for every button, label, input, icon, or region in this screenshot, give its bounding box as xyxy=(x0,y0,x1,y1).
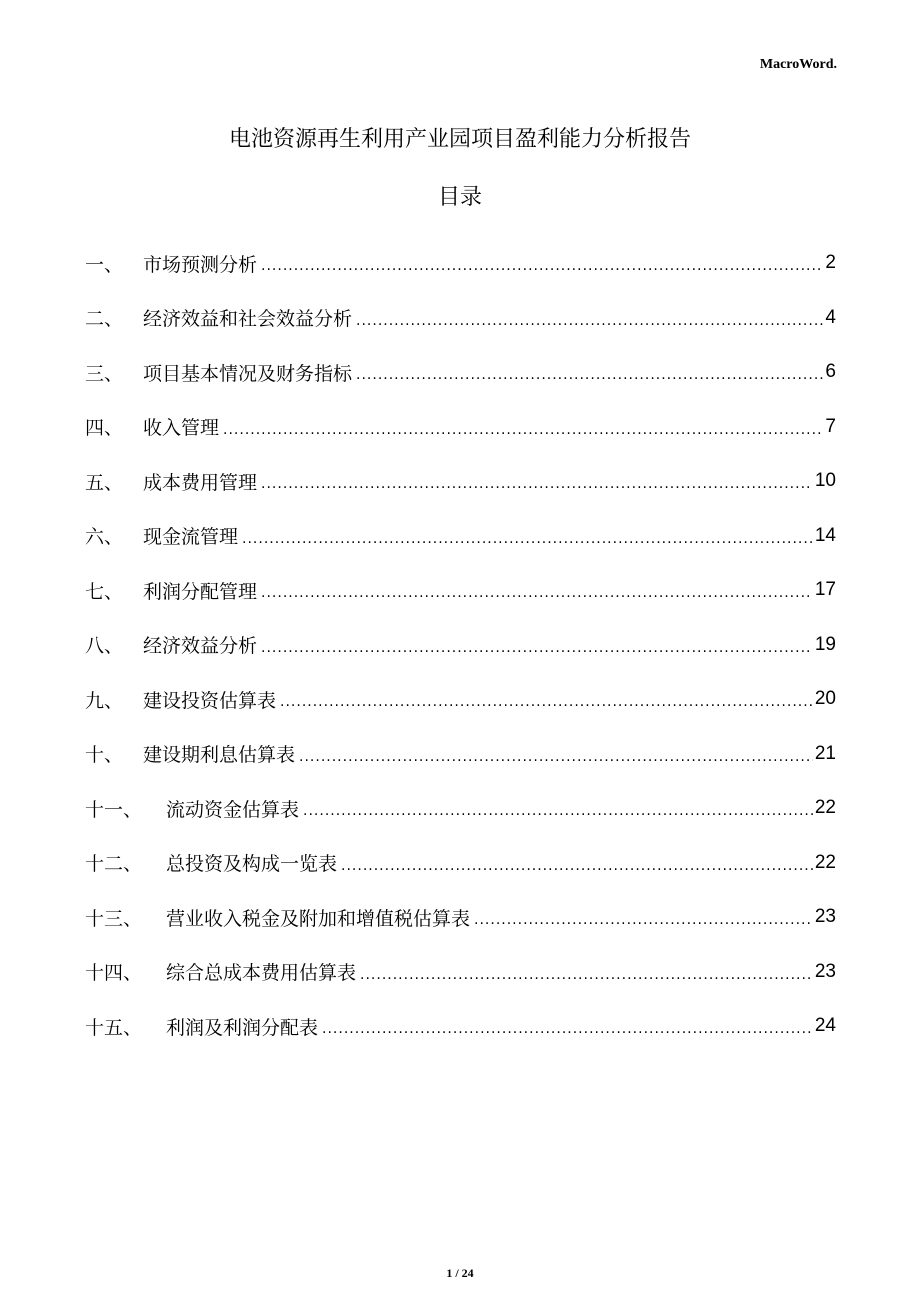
dot-leader xyxy=(356,313,823,329)
toc-entry-label[interactable]: 现金流管理 xyxy=(143,526,239,549)
toc-entry-number: 九、 xyxy=(85,689,124,712)
dot-leader xyxy=(474,912,813,928)
dot-leader xyxy=(223,422,823,438)
toc-entry[interactable] xyxy=(85,618,836,673)
toc-entry-number: 十三、 xyxy=(85,907,143,930)
toc-entry[interactable] xyxy=(85,563,836,618)
dot-leader xyxy=(280,694,813,710)
toc-entry-number: 二、 xyxy=(85,308,124,331)
toc-entry-page[interactable]: 22 xyxy=(814,797,836,819)
dot-leader xyxy=(299,749,813,765)
dot-leader xyxy=(242,531,813,547)
toc-entry-page[interactable]: 21 xyxy=(814,742,836,764)
toc-entry-number: 五、 xyxy=(85,471,124,494)
toc-entry-label[interactable]: 建设投资估算表 xyxy=(143,689,277,712)
toc-entry-page[interactable]: 10 xyxy=(814,470,836,492)
toc-entry-number: 十一、 xyxy=(85,798,143,821)
toc-entry[interactable] xyxy=(85,345,836,400)
dot-leader xyxy=(261,258,823,274)
toc-entry-label[interactable]: 建设期利息估算表 xyxy=(143,744,296,767)
toc-entry[interactable] xyxy=(85,999,836,1054)
toc-entry-number: 三、 xyxy=(85,362,124,385)
toc-entry[interactable] xyxy=(85,945,836,1000)
toc-entry[interactable] xyxy=(85,509,836,564)
toc-entry-number: 十五、 xyxy=(85,1016,143,1039)
toc-entry-page[interactable]: 23 xyxy=(814,906,836,928)
toc-entry-label[interactable]: 综合总成本费用估算表 xyxy=(166,962,357,985)
toc-entry-label[interactable]: 收入管理 xyxy=(143,417,220,440)
toc-entry-page[interactable]: 20 xyxy=(814,688,836,710)
toc-entry[interactable] xyxy=(85,236,836,291)
dot-leader xyxy=(322,1021,813,1037)
dot-leader xyxy=(261,585,813,601)
toc-entry-page[interactable]: 19 xyxy=(814,633,836,655)
toc-entry-number: 七、 xyxy=(85,580,124,603)
toc-entry-page[interactable]: 22 xyxy=(814,851,836,873)
toc-entry-number: 十二、 xyxy=(85,853,143,876)
toc-entry-label[interactable]: 经济效益分析 xyxy=(143,635,258,658)
toc-entry-label[interactable]: 项目基本情况及财务指标 xyxy=(143,362,353,385)
toc-entry-page[interactable]: 4 xyxy=(825,306,836,328)
dot-leader xyxy=(356,367,823,383)
toc-entry[interactable] xyxy=(85,291,836,346)
toc-heading: 目录 xyxy=(437,185,482,210)
toc-entry[interactable] xyxy=(85,400,836,455)
dot-leader xyxy=(261,640,813,656)
toc-entry-number: 十、 xyxy=(85,744,124,767)
table-of-contents xyxy=(85,236,836,1054)
header-brand: MacroWord. xyxy=(759,57,837,72)
toc-entry-number: 四、 xyxy=(85,417,124,440)
toc-entry-page[interactable]: 23 xyxy=(814,960,836,982)
dot-leader xyxy=(261,476,813,492)
toc-entry[interactable] xyxy=(85,454,836,509)
toc-entry[interactable] xyxy=(85,836,836,891)
dot-leader xyxy=(360,967,813,983)
toc-entry-label[interactable]: 市场预测分析 xyxy=(143,253,258,276)
toc-entry-page[interactable]: 2 xyxy=(825,252,836,274)
toc-entry-label[interactable]: 利润及利润分配表 xyxy=(166,1016,319,1039)
document-title: 电池资源再生利用产业园项目盈利能力分析报告 xyxy=(228,127,691,152)
dot-leader xyxy=(341,858,813,874)
toc-entry-label[interactable]: 利润分配管理 xyxy=(143,580,258,603)
toc-entry-number: 一、 xyxy=(85,253,124,276)
toc-entry-page[interactable]: 24 xyxy=(814,1015,836,1037)
toc-entry-page[interactable]: 17 xyxy=(814,579,836,601)
toc-entry-label[interactable]: 营业收入税金及附加和增值税估算表 xyxy=(166,907,471,930)
toc-entry-number: 八、 xyxy=(85,635,124,658)
toc-entry[interactable] xyxy=(85,672,836,727)
toc-entry-label[interactable]: 流动资金估算表 xyxy=(166,798,300,821)
toc-entry-page[interactable]: 7 xyxy=(825,415,836,437)
toc-entry[interactable] xyxy=(85,890,836,945)
toc-entry-label[interactable]: 总投资及构成一览表 xyxy=(166,853,338,876)
toc-entry-label[interactable]: 成本费用管理 xyxy=(143,471,258,494)
toc-entry-page[interactable]: 14 xyxy=(814,524,836,546)
dot-leader xyxy=(303,803,813,819)
toc-entry[interactable] xyxy=(85,781,836,836)
toc-entry-number: 六、 xyxy=(85,526,124,549)
toc-entry-number: 十四、 xyxy=(85,962,143,985)
page-indicator: 1 / 24 xyxy=(446,1266,474,1280)
toc-entry-page[interactable]: 6 xyxy=(825,361,836,383)
toc-entry-label[interactable]: 经济效益和社会效益分析 xyxy=(143,308,353,331)
toc-entry[interactable] xyxy=(85,727,836,782)
